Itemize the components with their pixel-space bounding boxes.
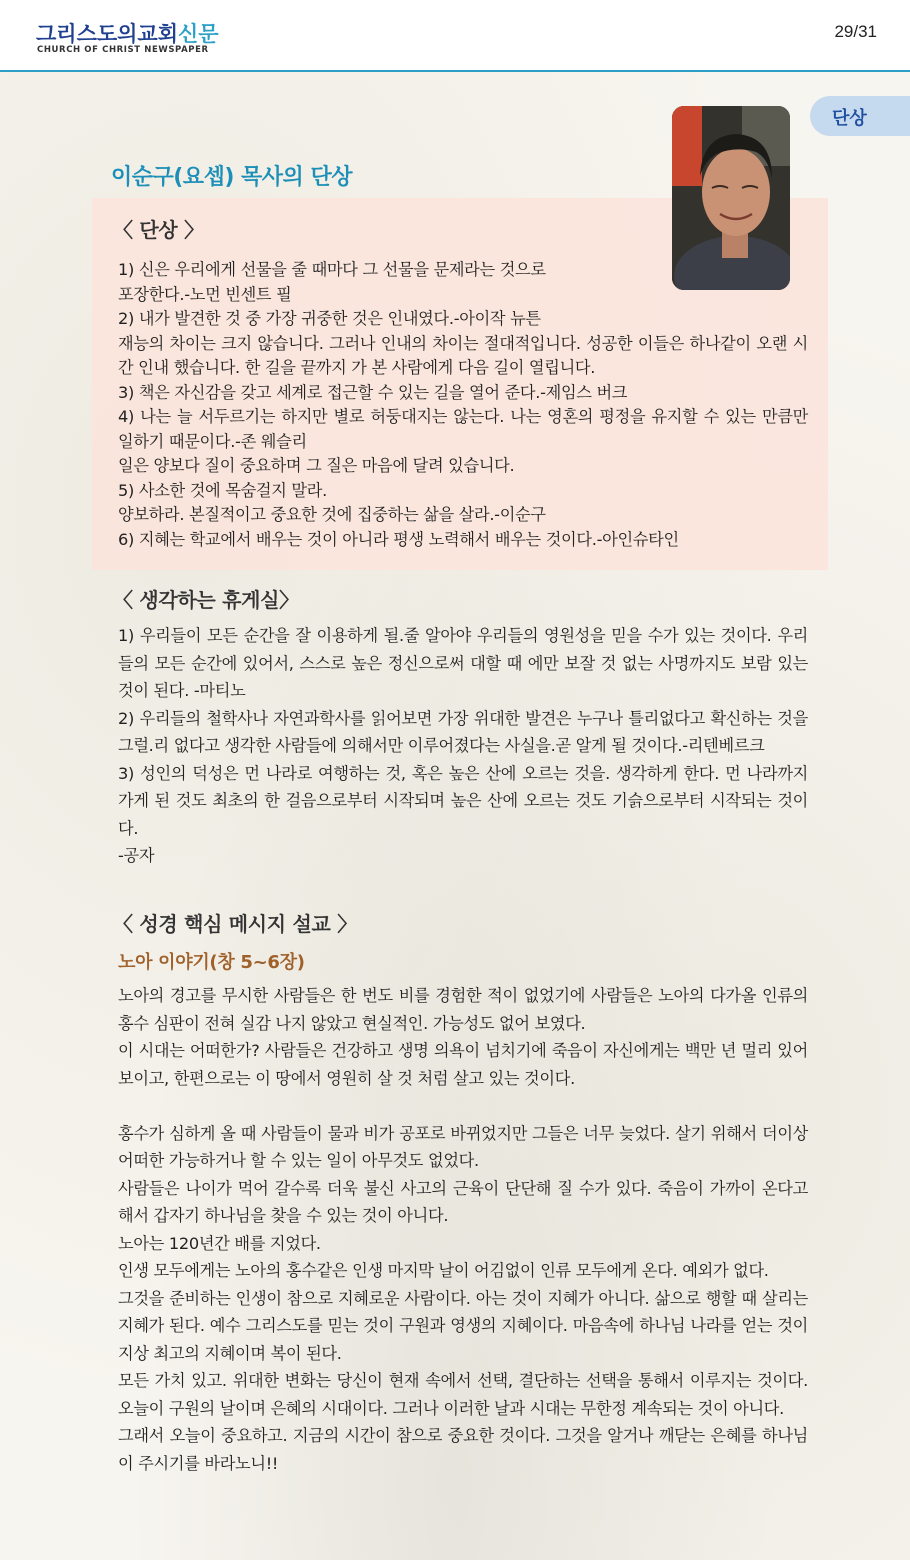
text-line: 포장한다.-노먼 빈센트 필 — [118, 284, 292, 304]
section-heading-sermon: 〈 성경 핵심 메시지 설교 〉 — [113, 912, 357, 936]
section-tab-label: 단상 — [832, 108, 867, 129]
text-paragraph: 사람들은 나이가 먹어 갈수록 더욱 불신 사고의 근육이 단단해 질 수가 있다. 죽음이 가까이 온다고 해서 갑자기 하나님을 찾을 수 있는 것이 아니다. — [118, 1178, 808, 1225]
article-title: 이순구(요셉) 목사의 단상 — [111, 165, 352, 190]
thinking-lounge-body — [118, 622, 808, 870]
text-paragraph: 그것을 준비하는 인생이 참으로 지혜로운 사람이다. 아는 것이 지혜가 아니다. 삶으로 행할 때 살리는 지혜가 된다. 예수 그리스도를 믿는 것이 구원과 영생의 지혜이다. 마음속에 하나님 나라를 얻는 것이 지상 최고의 지혜이며 복이 된다. — [118, 1288, 808, 1363]
text-line: 1) 신은 우리에게 선물을 줄 때마다 그 선물을 문제라는 것으로 — [118, 260, 546, 279]
text-paragraph: 인생 모두에게는 노아의 홍수같은 인생 마지막 날이 어김없이 인류 모두에게 온다. 예외가 없다. — [118, 1261, 769, 1280]
text-paragraph: 1) 우리들이 모든 순간을 잘 이용하게 될.줄 알아야 우리들의 영원성을 믿을 수가 있는 것이다. 우리들의 모든 순간에 있어서, 스스로 높은 정신으로써 대할 때 에만 보잘 것 없는 사명까지도 보람 있는 것이 된다. -마티노 — [118, 626, 808, 700]
page-header — [0, 0, 910, 72]
logo-main-text: 그리스도의교회 — [36, 22, 179, 46]
text-paragraph: -공자 — [118, 846, 155, 865]
text-paragraph: 노아의 경고를 무시한 사람들은 한 번도 비를 경험한 적이 없었기에 사람들은 노아의 다가올 인류의 홍수 심판이 전혀 실감 나지 않았고 현실적인. 가능성도 없어 보였다. — [118, 986, 808, 1033]
text-line: 일은 양보다 질이 중요하며 그 질은 마음에 달려 있습니다. — [118, 456, 515, 475]
text-paragraph: 3) 성인의 덕성은 먼 나라로 여행하는 것, 혹은 높은 산에 오르는 것을. 생각하게 한다. 먼 나라까지 가게 된 것도 최초의 한 걸음으로부터 시작되며 높은 산에 오르는 것도 기슭으로부터 시작되는 것이다. — [118, 763, 808, 838]
text-line: 5) 사소한 것에 목숨걸지 말라. — [118, 480, 327, 500]
sermon-body — [118, 982, 808, 1477]
newspaper-logo — [36, 18, 219, 48]
section-heading-thinking-lounge: 〈 생각하는 휴게실〉 — [113, 588, 299, 612]
text-paragraph: 2) 우리들의 철학사나 자연과학사를 읽어보면 가장 위대한 발견은 누구나 틀리없다고 확신하는 것을 그럴.리 없다고 생각한 사람들에 의해서만 이루어졌다는 사실을.곧 알게 될 것이다.-리텐베르크 — [118, 708, 808, 755]
text-line: 6) 지혜는 학교에서 배우는 것이 아니라 평생 노력해서 배우는 것이다.-아인슈타인 — [118, 529, 679, 549]
paragraph-spacer — [118, 1092, 808, 1120]
logo-accent-text: 신문 — [178, 22, 219, 46]
text-paragraph: 그래서 오늘이 중요하고. 지금의 시간이 참으로 중요한 것이다. 그것을 알거나 깨닫는 은혜를 하나님이 주시기를 바라노니!! — [118, 1426, 808, 1473]
text-line: 양보하라. 본질적이고 중요한 것에 집중하는 삶을 살라.-이순구 — [118, 505, 546, 524]
reflections-body — [118, 258, 808, 552]
text-paragraph: 홍수가 심하게 올 때 사람들이 물과 비가 공포로 바뀌었지만 그들은 너무 늦었다. 살기 위해서 더이상 어떠한 가능하거나 할 수 있는 일이 아무것도 없었다. — [118, 1123, 808, 1170]
text-paragraph: 모든 가치 있고. 위대한 변화는 당신이 현재 속에서 선택, 결단하는 선택을 통해서 이루지는 것이다. 오늘이 구원의 날이며 은혜의 시대이다. 그러나 이러한 날과 시대는 무한정 계속되는 것이 아니다. — [118, 1371, 808, 1418]
text-line: 3) 책은 자신감을 갖고 세계로 접근할 수 있는 길을 열어 준다.-제임스 버크 — [118, 382, 628, 402]
text-paragraph: 노아는 120년간 배를 지었다. — [118, 1233, 321, 1253]
text-line: 재능의 차이는 크지 않습니다. 그러나 인내의 차이는 절대적입니다. 성공한 이들은 하나같이 오랜 시간 인내 했습니다. 한 길을 끝까지 가 본 사람에게 다음 길이 열립니다. — [118, 333, 808, 377]
text-line: 2) 내가 발견한 것 중 가장 귀중한 것은 인내였다.-아이작 뉴튼 — [118, 309, 541, 328]
text-line: 4) 나는 늘 서두르기는 하지만 별로 허둥대지는 않는다. 나는 영혼의 평정을 유지할 수 있는 만큼만 일하기 때문이다.-존 웨슬리 — [118, 407, 808, 451]
page-number: 29/31 — [834, 22, 877, 41]
sermon-subtitle: 노아 이야기(창 5~6장) — [118, 952, 305, 973]
section-heading-reflections: 〈 단상 〉 — [113, 218, 204, 242]
text-paragraph: 이 시대는 어떠한가? 사람들은 건강하고 생명 의욕이 넘치기에 죽음이 자신에게는 백만 년 멀리 있어 보이고, 한편으로는 이 땅에서 영원히 살 것 처럼 살고 있는 것이다. — [118, 1041, 808, 1088]
logo-english-text: CHURCH OF CHRIST NEWSPAPER — [37, 45, 209, 55]
section-tab — [810, 96, 910, 136]
